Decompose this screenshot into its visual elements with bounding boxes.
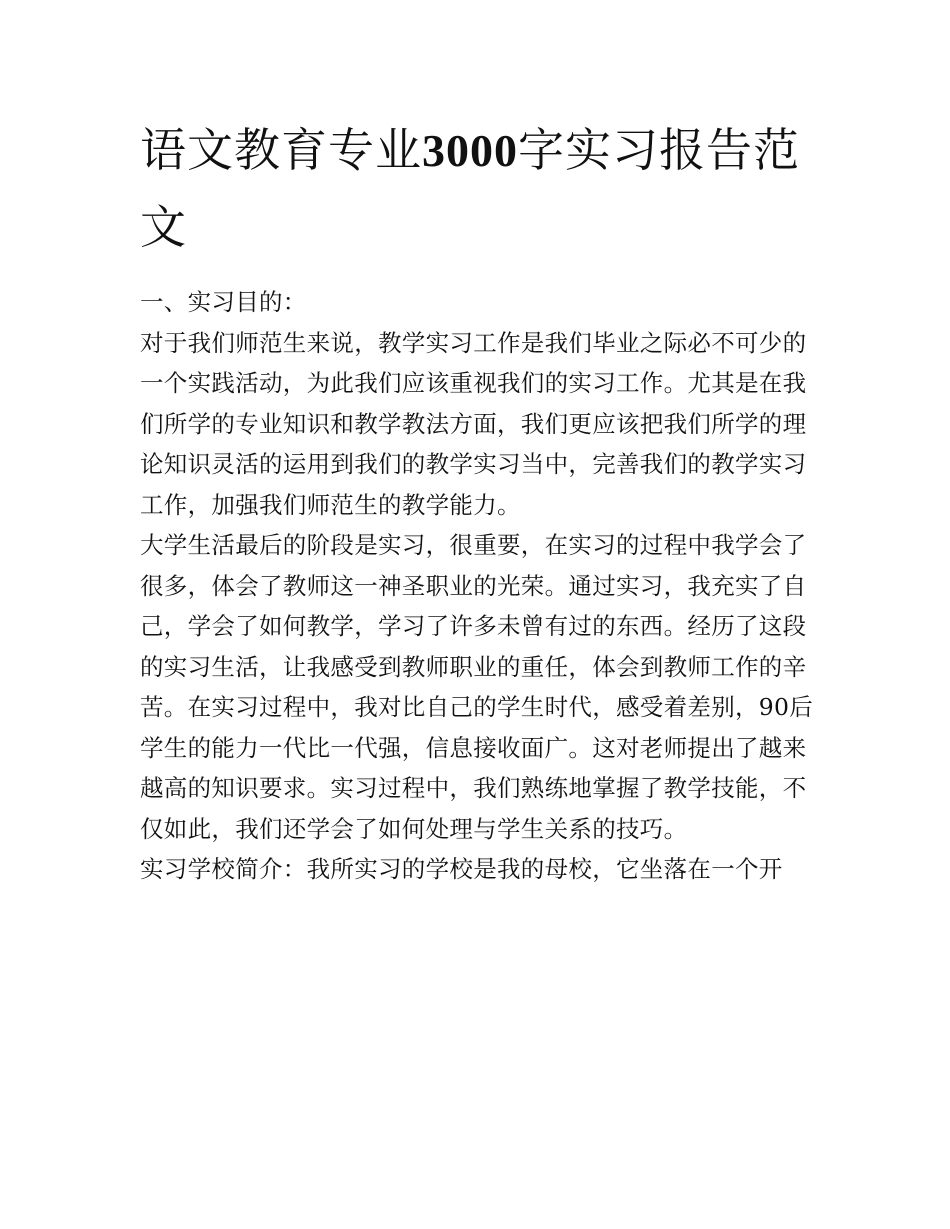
section-heading-purpose: 一、实习目的： [140,288,307,316]
document-title [140,112,820,265]
paragraph-purpose: 对于我们师范生来说，教学实习工作是我们毕业之际必不可少的一个实践活动，为此我们应该重视我们的实习工作。尤其是在我们所学的专业知识和教学教法方面，我们更应该把我们所学的理论知识灵活的运用到我们的教学实习当中，完善我们的教学实习工作，加强我们师范生的教学能力。 [140,328,807,519]
document-body [140,282,814,890]
paragraph-school-intro: 实习学校简介：我所实习的学校是我的母校，它坐落在一个开 [140,855,783,883]
paragraph-internship-experience: 大学生活最后的阶段是实习，很重要，在实习的过程中我学会了很多，体会了教师这一神圣职业的光荣。通过实习，我充实了自己，学会了如何教学，学习了许多未曾有过的东西。经历了这段的实习生活，让我感受到教师职业的重任，体会到教师工作的辛苦。在实习过程中，我对比自己的学生时代，感受着差别，90后学生的能力一代比一代强，信息接收面广。这对老师提出了越来越高的知识要求。实习过程中，我们熟练地掌握了教学技能，不仅如此，我们还学会了如何处理与学生关系的技巧。 [140,531,814,843]
title-part-1: 语文教育专业 [140,123,422,177]
title-part-2: 字实习报告范文 [140,123,800,254]
title-number: 3000 [422,125,518,176]
